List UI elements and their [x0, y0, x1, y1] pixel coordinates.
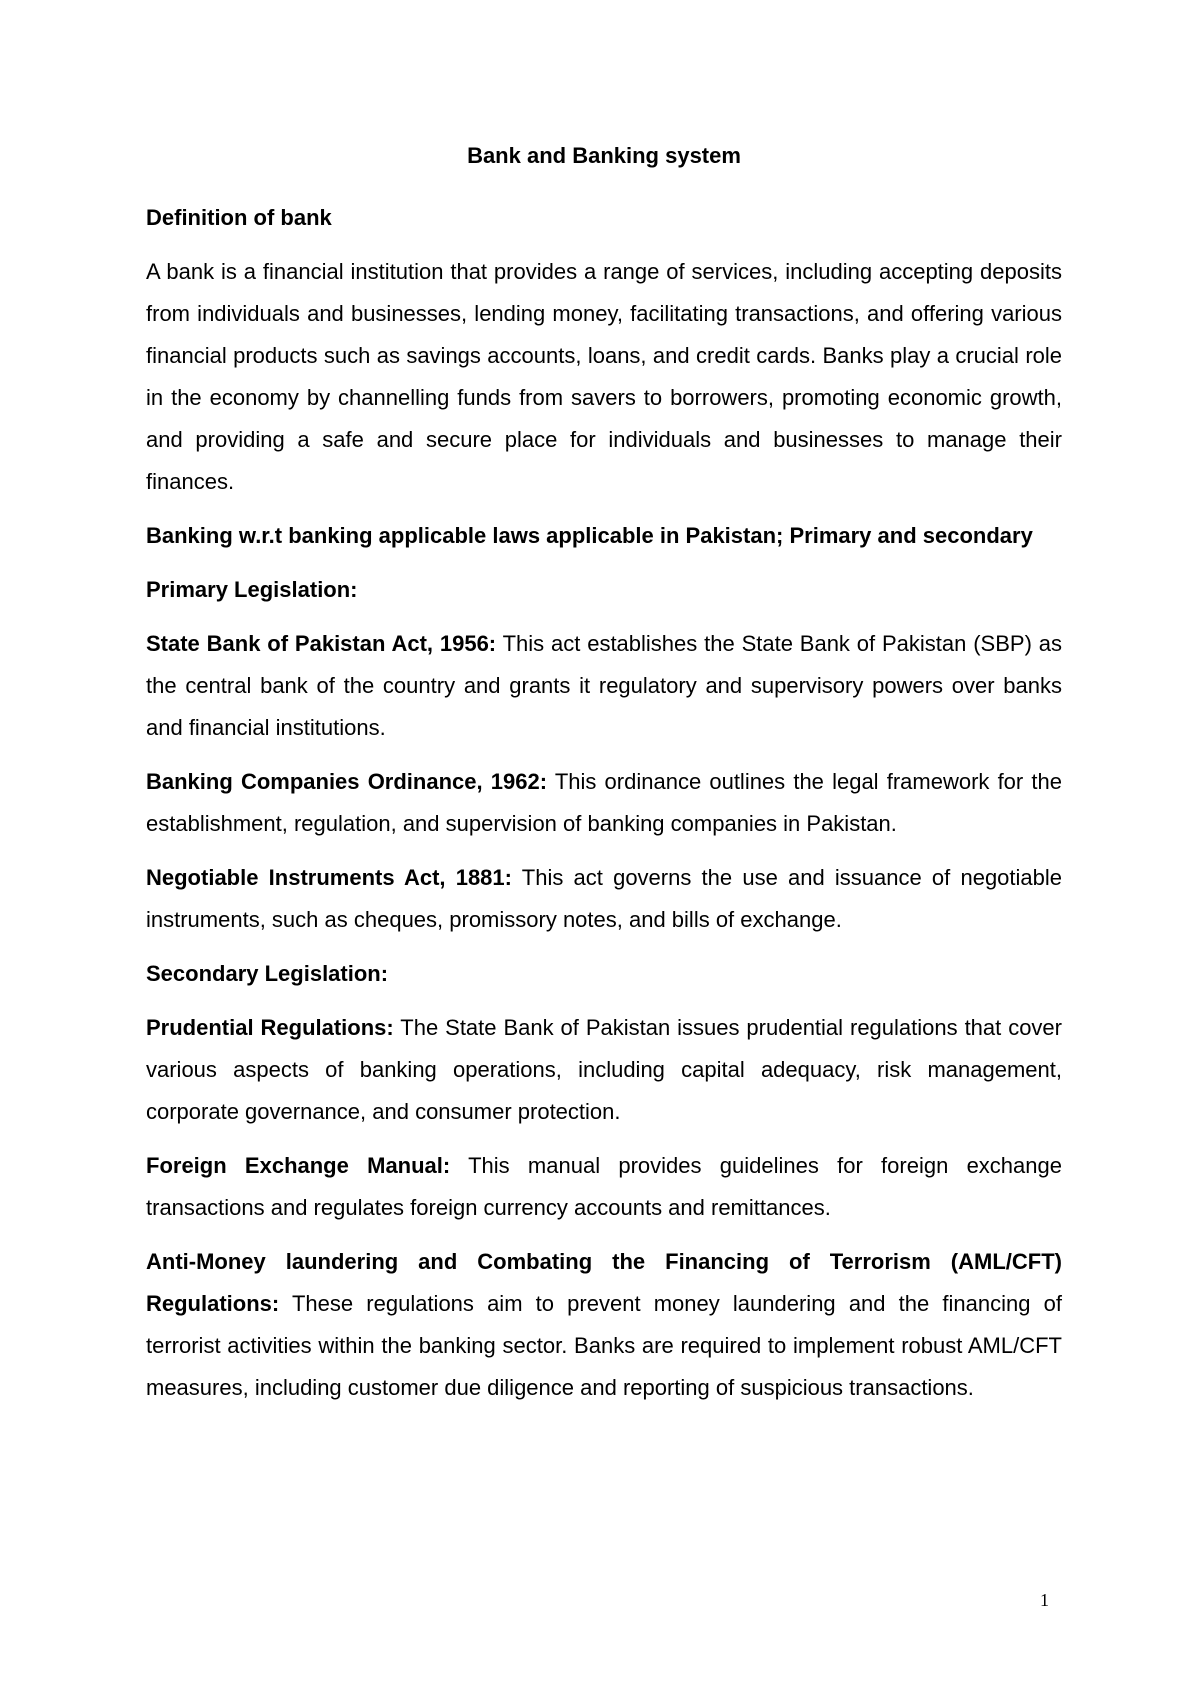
secondary-item-foreign-exchange-manual	[146, 1145, 1062, 1229]
primary-item-text: This act governs the use and issuance of negotiable instruments, such as cheques, promissory notes, and bills of exchange.	[146, 865, 1063, 932]
secondary-item-text: The State Bank of Pakistan issues prudential regulations that cover various aspects of banking operations, including capital adequacy, risk management, corporate governance, and consumer protection.	[146, 1015, 1062, 1124]
primary-item-lead: Banking Companies Ordinance, 1962:	[146, 769, 548, 794]
primary-item-banking-companies-ordinance	[146, 761, 1062, 845]
primary-legislation-heading: Primary Legislation:	[146, 577, 358, 602]
secondary-item-prudential-regulations	[146, 1007, 1062, 1133]
secondary-item-lead: Prudential Regulations:	[146, 1015, 394, 1040]
primary-item-sbp-act	[146, 623, 1062, 749]
primary-item-lead: State Bank of Pakistan Act, 1956:	[146, 631, 497, 656]
document-title: Bank and Banking system	[467, 143, 741, 168]
primary-item-negotiable-instruments-act	[146, 857, 1062, 941]
document-body	[146, 141, 1062, 1421]
primary-item-text: This ordinance outlines the legal framework for the establishment, regulation, and supervision of banking companies in Pakistan.	[146, 769, 1062, 836]
secondary-item-lead: Foreign Exchange Manual:	[146, 1153, 451, 1178]
primary-item-text: This act establishes the State Bank of Pakistan (SBP) as the central bank of the country and grants it regulatory and supervisory powers over banks and financial institutions.	[146, 631, 1062, 740]
secondary-legislation-heading: Secondary Legislation:	[146, 961, 389, 986]
secondary-item-text: These regulations aim to prevent money laundering and the financing of terrorist activities within the banking sector. Banks are required to implement robust AML/CFT measures, including customer due diligence and reporting of suspicious transactions.	[146, 1291, 1062, 1400]
secondary-item-text: This manual provides guidelines for foreign exchange transactions and regulates foreign currency accounts and remittances.	[146, 1153, 1062, 1220]
definition-heading: Definition of bank	[146, 205, 332, 230]
laws-heading: Banking w.r.t banking applicable laws applicable in Pakistan; Primary and secondary	[146, 523, 1033, 548]
definition-paragraph: A bank is a financial institution that provides a range of services, including accepting deposits from individuals and businesses, lending money, facilitating transactions, and offering various financial products such as savings accounts, loans, and credit cards. Banks play a crucial role in the economy by channelling funds from savers to borrowers, promoting economic growth, and providing a safe and secure place for individuals and businesses to manage their finances.	[146, 259, 1062, 494]
page-number: 1	[1040, 1590, 1049, 1610]
secondary-item-lead: Anti-Money laundering and Combating the Financing of Terrorism (AML/CFT) Regulations:	[146, 1249, 1062, 1316]
secondary-item-aml-cft-regulations	[146, 1241, 1062, 1409]
primary-item-lead: Negotiable Instruments Act, 1881:	[146, 865, 512, 890]
